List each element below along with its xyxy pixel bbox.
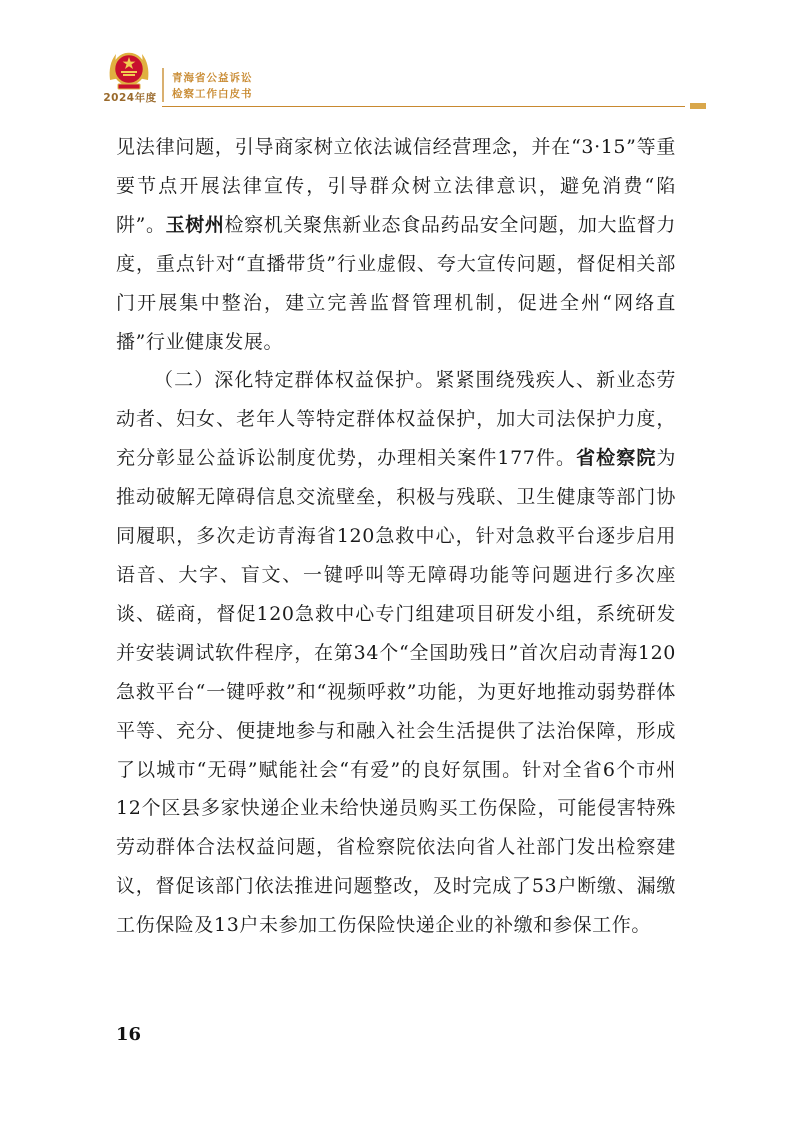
header-rule-accent: [690, 103, 706, 109]
section-heading: （二）深化特定群体权益保护。: [154, 369, 436, 392]
highlight-yushu: 玉树州: [165, 213, 225, 236]
paragraph-special-groups: [116, 361, 676, 945]
page-number: 16: [116, 1024, 142, 1045]
header-divider: [162, 68, 164, 102]
paragraph-text: 见法律问题，引导商家树立依法诚信经营理念，并在“3·15”等重要节点开展法律宣传，引导群众树立法律意识，避免消费“陷阱”。: [116, 136, 676, 236]
report-year: 2024年度: [103, 92, 157, 104]
header-rule: [162, 106, 685, 107]
paragraph-consumer-protection: [116, 128, 676, 361]
report-title-line2: 检察工作白皮书: [172, 88, 253, 100]
page-header: [0, 0, 794, 120]
highlight-provincial-procuratorate: 省检察院: [576, 447, 657, 470]
page-body: [116, 128, 676, 945]
procuratorate-emblem-icon: [104, 46, 154, 92]
report-title-line1: 青海省公益诉讼: [172, 72, 253, 84]
paragraph-text: 检察机关聚焦新业态食品药品安全问题，加大监督力度，重点针对“直播带货”行业虚假、夸大宣传问题，督促相关部门开展集中整治，建立完善监督管理机制，促进全州“网络直播”行业健康发展。: [116, 213, 676, 353]
paragraph-text: 紧紧围绕残疾人、新业态劳动者、妇女、老年人等特定群体权益保护，加大司法保护力度，充分彰显公益诉讼制度优势，办理相关案件177件。: [116, 369, 676, 470]
paragraph-text: 为推动破解无障碍信息交流壁垒，积极与残联、卫生健康等部门协同履职，多次走访青海省120急救中心，针对急救平台逐步启用语音、大字、盲文、一键呼叫等无障碍功能等问题进行多次座谈、磋商，督促120急救中心专门组建项目研发小组，系统研发并安装调试软件程序，在第34个“全国助残日”首次启动青海120急救平台“一键呼救”和“视频呼救”功能，为更好地推动弱势群体平等、充分、便捷地参与和融入社会生活提供了法治保障，形成了以城市“无碍”赋能社会“有爱”的良好氛围。针对全省6个市州12个区县多家快递企业未给快递员购买工伤保险，可能侵害特殊劳动群体合法权益问题，省检察院依法向省人社部门发出检察建议，督促该部门依法推进问题整改，及时完成了53户断缴、漏缴工伤保险及13户未参加工伤保险快递企业的补缴和参保工作。: [116, 447, 676, 937]
